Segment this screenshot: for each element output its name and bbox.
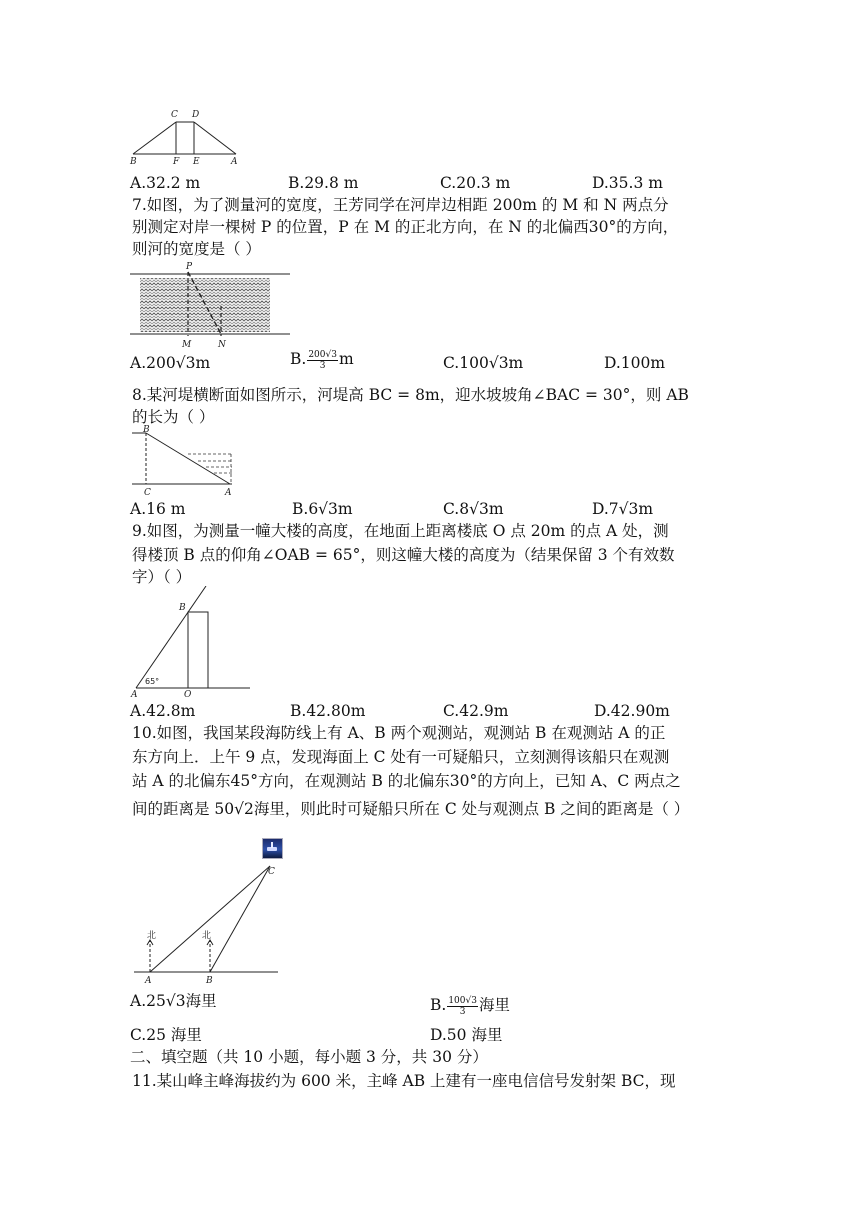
q10-label-c: C (268, 867, 275, 877)
q10-option-b-unit: 海里 (478, 996, 510, 1014)
q7-text-line1: 7.如图，为了测量河的宽度，王芳同学在河岸边相距 200m 的 M 和 N 两点分 (132, 196, 669, 214)
q10-text-line2: 东方向上．上午 9 点，发现海面上 C 处有一可疑船只，立刻测得该船只在观测 (132, 748, 670, 766)
q7-label-p: P (186, 262, 193, 272)
q7-option-b-unit: m (338, 350, 354, 368)
q7-option-a[interactable]: A.200√3m (130, 354, 211, 372)
q9-option-a[interactable]: A.42.8m (130, 702, 196, 720)
q7-figure (128, 258, 298, 352)
q10-option-b-numerator: 100√3 (448, 995, 477, 1006)
section-2-heading: 二、填空题（共 10 小题，每小题 3 分，共 30 分） (130, 1048, 488, 1066)
q9-option-b[interactable]: B.42.80m (290, 702, 366, 720)
q8-option-a[interactable]: A.16 m (130, 500, 186, 518)
q7-text-line3: 则河的宽度是（ ） (132, 240, 261, 258)
q8-option-d[interactable]: D.7√3m (592, 500, 654, 518)
q6-option-d[interactable]: D.35.3 m (592, 174, 663, 192)
q10-text-line3: 站 A 的北偏东45°方向，在观测站 B 的北偏东30°的方向上，已知 A、C 两点之 (132, 772, 681, 790)
q10-label-b: B (206, 976, 213, 986)
q10-option-b-prefix: B. (430, 996, 447, 1014)
q9-text-line3: 字）（ ） (132, 568, 192, 586)
q10-option-c[interactable]: C.25 海里 (130, 1026, 202, 1044)
q6-label-c: C (171, 110, 178, 120)
q9-figure (128, 586, 258, 700)
q7-option-b-numerator: 200√3 (308, 349, 337, 360)
q6-label-f: F (173, 157, 180, 167)
q9-text-line2: 得楼顶 B 点的仰角∠OAB = 65°，则这幢大楼的高度为（结果保留 3 个有效数 (132, 546, 675, 564)
q9-label-o: O (184, 690, 192, 700)
q6-option-a[interactable]: A.32.2 m (130, 174, 201, 192)
q11-text-line1: 11.某山峰主峰海拔约为 600 米，主峰 AB 上建有一座电信信号发射架 BC，现 (132, 1072, 676, 1090)
q9-text-line1: 9.如图，为测量一幢大楼的高度，在地面上距离楼底 O 点 20m 的点 A 处，测 (132, 522, 669, 540)
q6-option-c[interactable]: C.20.3 m (440, 174, 511, 192)
q10-option-b-denominator: 3 (459, 1006, 466, 1017)
q8-text-line2: 的长为（ ） (132, 408, 215, 426)
q10-label-north-a: 北 (147, 931, 157, 941)
q6-label-a: A (231, 157, 238, 167)
q8-text-line1: 8.某河堤横断面如图所示，河堤高 BC = 8m，迎水坡坡角∠BAC = 30°，则 AB (132, 386, 689, 404)
q7-label-n: N (218, 340, 226, 350)
q7-option-b-fraction (307, 350, 338, 371)
q8-option-b[interactable]: B.6√3m (292, 500, 353, 518)
q9-option-c[interactable]: C.42.9m (443, 702, 509, 720)
q7-text-line2: 别测定对岸一棵树 P 的位置，P 在 M 的正北方向，在 N 的北偏西30°的方向， (132, 218, 679, 236)
q10-label-a: A (145, 976, 152, 986)
q6-figure (128, 106, 248, 168)
q6-option-b[interactable]: B.29.8 m (288, 174, 359, 192)
q10-option-d[interactable]: D.50 海里 (430, 1026, 503, 1044)
q10-text-line1: 10.如图，我国某段海防线上有 A、B 两个观测站，观测站 B 在观测站 A 的正 (132, 724, 666, 742)
q7-option-b-prefix: B. (290, 350, 307, 368)
q10-option-b-fraction (447, 996, 478, 1017)
q8-option-c[interactable]: C.8√3m (443, 500, 504, 518)
q10-text-line4: 间的距离是 50√2海里，则此时可疑船只所在 C 处与观测点 B 之间的距离是（ ） (132, 800, 690, 818)
q10-option-a[interactable]: A.25√3海里 (130, 992, 217, 1010)
q10-figure (128, 856, 288, 990)
q7-option-b[interactable] (290, 348, 354, 371)
q8-label-b: B (143, 425, 150, 435)
q9-option-d[interactable]: D.42.90m (594, 702, 670, 720)
q8-label-a: A (225, 488, 232, 498)
q6-label-e: E (193, 157, 200, 167)
q7-option-b-denominator: 3 (319, 360, 326, 371)
q7-option-d[interactable]: D.100m (604, 354, 666, 372)
q10-option-b[interactable] (430, 994, 510, 1017)
q9-label-b: B (179, 603, 186, 613)
q8-figure (128, 424, 238, 498)
q9-label-a: A (131, 690, 138, 700)
q8-label-c: C (144, 488, 151, 498)
q7-label-m: M (182, 340, 192, 350)
q10-label-north-b: 北 (202, 931, 212, 941)
q6-label-d: D (192, 110, 200, 120)
q7-option-c[interactable]: C.100√3m (443, 354, 524, 372)
q6-label-b: B (130, 157, 137, 167)
q9-label-angle: 65° (145, 677, 160, 686)
